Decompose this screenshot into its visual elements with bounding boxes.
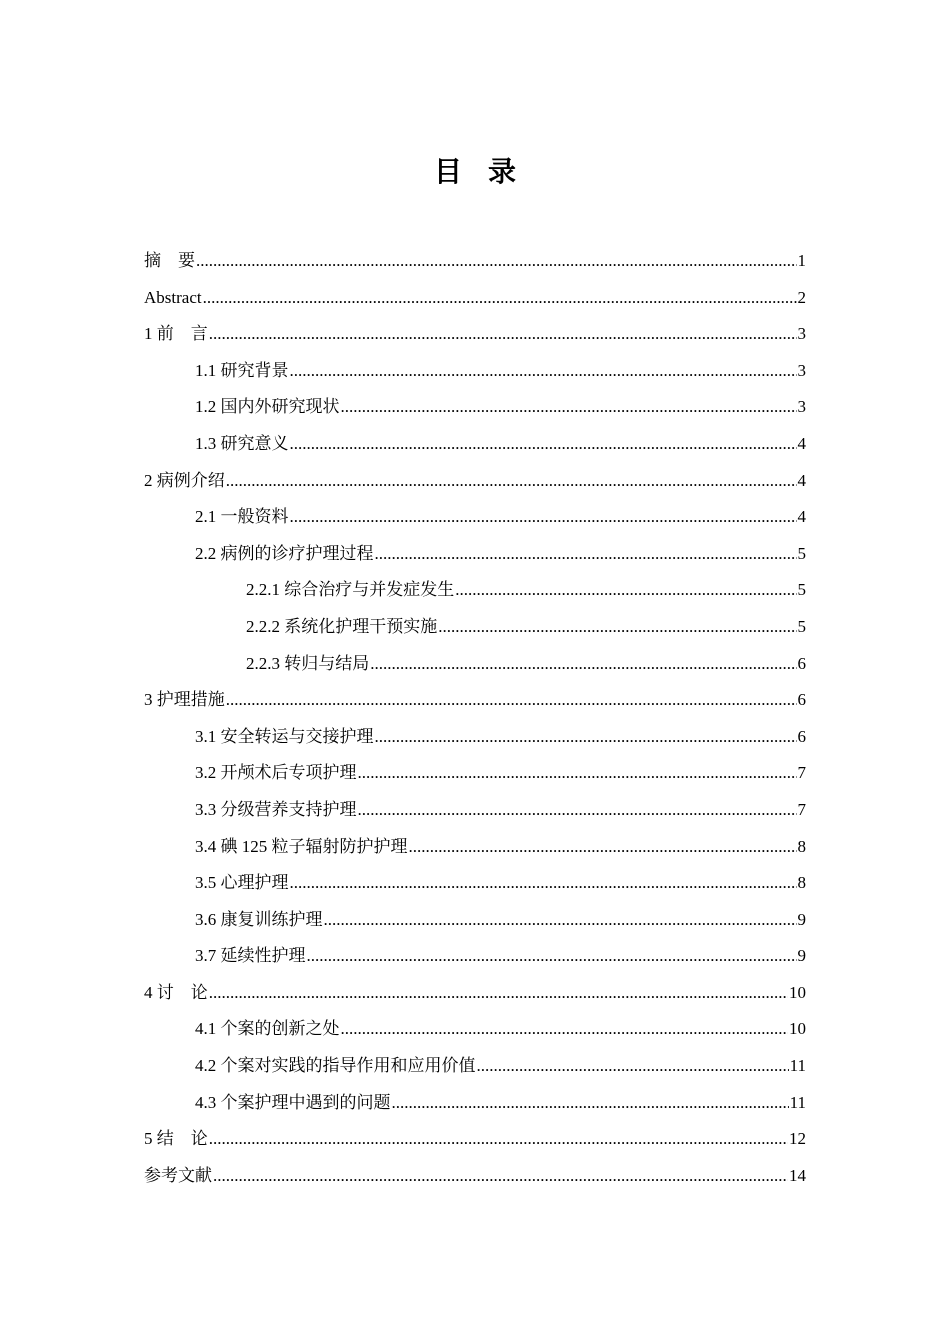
toc-entry-page-number: 9 — [797, 946, 806, 966]
toc-entry[interactable] — [144, 316, 806, 353]
toc-entry-page-number: 4 — [797, 433, 806, 453]
toc-entry[interactable] — [144, 280, 806, 317]
toc-dot-leader — [455, 572, 796, 608]
toc-dot-leader — [213, 1158, 788, 1194]
toc-entry-page-number: 5 — [797, 616, 806, 636]
toc-entry[interactable] — [144, 719, 806, 756]
toc-entry[interactable] — [144, 755, 806, 792]
toc-entry[interactable] — [144, 865, 806, 902]
toc-entry[interactable] — [144, 1085, 806, 1122]
toc-dot-leader — [375, 536, 797, 572]
toc-dot-leader — [307, 938, 797, 974]
toc-entry-page-number: 7 — [797, 799, 806, 819]
toc-entry-page-number: 11 — [789, 1092, 806, 1112]
toc-dot-leader — [477, 1048, 789, 1084]
toc-entry-page-number: 8 — [797, 836, 806, 856]
toc-dot-leader — [209, 316, 797, 352]
toc-entry-label: 3.2 开颅术后专项护理 — [195, 763, 357, 783]
toc-entry-page-number: 6 — [797, 726, 806, 746]
toc-entry-page-number: 4 — [797, 470, 806, 490]
toc-entry[interactable] — [144, 572, 806, 609]
toc-dot-leader — [203, 280, 797, 316]
toc-entry-label: 2.2.1 综合治疗与并发症发生 — [246, 580, 455, 600]
toc-entry-page-number: 11 — [789, 1056, 806, 1076]
toc-dot-leader — [290, 499, 797, 535]
toc-entry[interactable] — [144, 463, 806, 500]
toc-entry[interactable] — [144, 353, 806, 390]
toc-entry-label: 2.2.2 系统化护理干预实施 — [246, 616, 438, 636]
toc-dot-leader — [409, 829, 797, 865]
toc-entry-label: 3.4 碘 125 粒子辐射防护护理 — [195, 836, 408, 856]
toc-entry-page-number: 3 — [797, 360, 806, 380]
toc-entry-page-number: 2 — [797, 287, 806, 307]
toc-entry[interactable] — [144, 1121, 806, 1158]
toc-entry[interactable] — [144, 499, 806, 536]
toc-entry-label: 3.1 安全转运与交接护理 — [195, 726, 374, 746]
toc-entry[interactable] — [144, 646, 806, 683]
toc-dot-leader — [324, 902, 797, 938]
toc-entry-page-number: 5 — [797, 580, 806, 600]
toc-entry-label: 2.1 一般资料 — [195, 507, 289, 527]
toc-entry-label: 1.2 国内外研究现状 — [195, 397, 340, 417]
toc-entry-label: 3 护理措施 — [144, 690, 225, 710]
toc-entry[interactable] — [144, 682, 806, 719]
toc-dot-leader — [290, 426, 797, 462]
toc-entry-page-number: 1 — [797, 251, 806, 270]
toc-entry[interactable] — [144, 938, 806, 975]
toc-entry-label: 2.2 病例的诊疗护理过程 — [195, 543, 374, 563]
toc-dot-leader — [209, 1121, 788, 1157]
toc-entry-label: 4.1 个案的创新之处 — [195, 1019, 340, 1039]
toc-entry-page-number: 12 — [789, 1129, 806, 1149]
toc-entry-label: 3.6 康复训练护理 — [195, 909, 323, 929]
toc-entry[interactable] — [144, 1011, 806, 1048]
toc-entry[interactable] — [144, 1048, 806, 1085]
toc-dot-leader — [370, 646, 796, 682]
toc-list — [144, 243, 806, 1194]
toc-entry-page-number: 3 — [797, 397, 806, 417]
toc-entry[interactable] — [144, 536, 806, 573]
toc-entry-page-number: 10 — [789, 1019, 806, 1039]
toc-entry-label: 1.3 研究意义 — [195, 433, 289, 453]
toc-dot-leader — [226, 463, 797, 499]
toc-dot-leader — [209, 975, 788, 1011]
toc-dot-leader — [290, 353, 797, 389]
toc-entry-label: 3.3 分级营养支持护理 — [195, 799, 357, 819]
toc-entry[interactable] — [144, 243, 806, 280]
toc-dot-leader — [341, 1011, 789, 1047]
toc-entry-label: Abstract — [144, 287, 202, 307]
toc-entry-label: 摘 要 — [144, 251, 195, 270]
toc-dot-leader — [196, 243, 797, 279]
toc-entry-label: 4.3 个案护理中遇到的问题 — [195, 1092, 391, 1112]
toc-dot-leader — [226, 682, 797, 718]
toc-entry-page-number: 8 — [797, 873, 806, 893]
toc-entry-label: 1 前 言 — [144, 324, 208, 344]
toc-dot-leader — [290, 865, 797, 901]
toc-entry-label: 5 结 论 — [144, 1129, 208, 1149]
toc-entry-page-number: 4 — [797, 507, 806, 527]
toc-entry-page-number: 9 — [797, 909, 806, 929]
toc-dot-leader — [358, 755, 797, 791]
toc-entry-page-number: 10 — [789, 982, 806, 1002]
toc-entry-page-number: 7 — [797, 763, 806, 783]
toc-entry[interactable] — [144, 389, 806, 426]
toc-dot-leader — [375, 719, 797, 755]
toc-entry-label: 4 讨 论 — [144, 982, 208, 1002]
toc-entry[interactable] — [144, 792, 806, 829]
toc-entry[interactable] — [144, 1158, 806, 1195]
toc-entry-label: 3.5 心理护理 — [195, 873, 289, 893]
toc-entry-label: 4.2 个案对实践的指导作用和应用价值 — [195, 1056, 476, 1076]
toc-entry-page-number: 3 — [797, 324, 806, 344]
toc-entry[interactable] — [144, 902, 806, 939]
toc-entry-label: 2 病例介绍 — [144, 470, 225, 490]
toc-dot-leader — [392, 1085, 789, 1121]
toc-entry-label: 1.1 研究背景 — [195, 360, 289, 380]
toc-entry[interactable] — [144, 426, 806, 463]
toc-title: 目录 — [433, 155, 542, 188]
toc-dot-leader — [358, 792, 797, 828]
toc-dot-leader — [438, 609, 796, 645]
toc-entry[interactable] — [144, 609, 806, 646]
toc-entry-label: 参考文献 — [144, 1165, 212, 1185]
toc-entry-label: 2.2.3 转归与结局 — [246, 653, 370, 673]
toc-entry-page-number: 6 — [797, 653, 806, 673]
toc-entry-page-number: 14 — [789, 1165, 806, 1185]
toc-entry-page-number: 6 — [797, 690, 806, 710]
toc-entry[interactable] — [144, 975, 806, 1012]
toc-dot-leader — [341, 389, 797, 425]
toc-entry-page-number: 5 — [797, 543, 806, 563]
toc-entry-label: 3.7 延续性护理 — [195, 946, 306, 966]
toc-entry[interactable] — [144, 829, 806, 866]
